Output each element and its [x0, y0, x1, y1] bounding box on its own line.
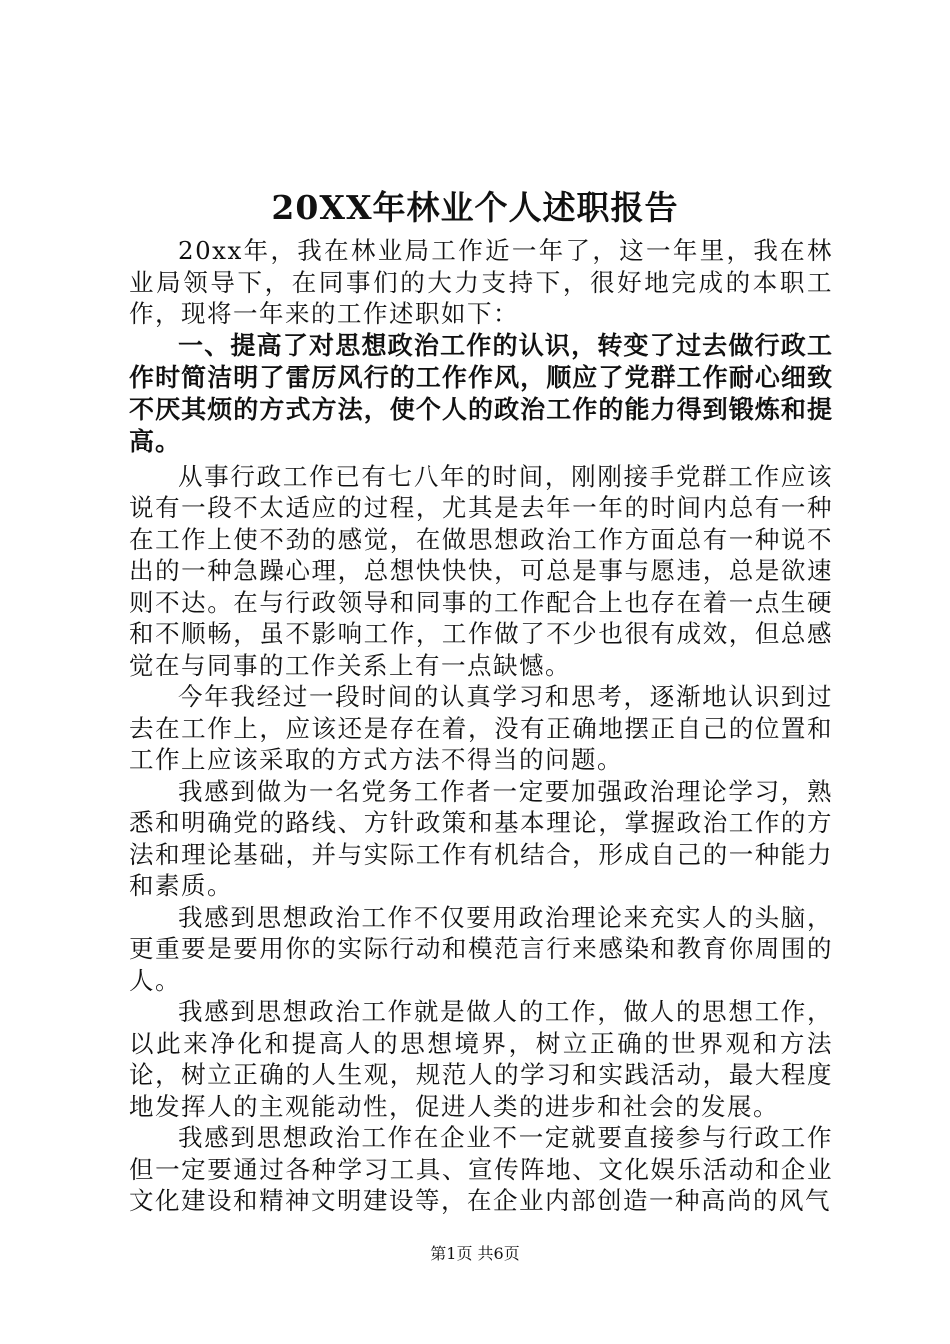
paragraph: 我感到思想政治工作在企业不一定就要直接参与行政工作但一定要通过各种学习工具、宣传阵地、文化娱乐活动和企业文化建设和精神文明建设等，在企业内部创造一种高尚的风气 [129, 1123, 833, 1215]
paragraph: 我感到思想政治工作就是做人的工作，做人的思想工作，以此来净化和提高人的思想境界，树立正确的世界观和方法论，树立正确的人生观，规范人的学习和实践活动，最大程度地发挥人的主观能动性，促进人类的进步和社会的发展。 [129, 997, 833, 1121]
page-number-footer: 第1页 共6页 [430, 1244, 520, 1263]
section-heading-1: 一、提高了对思想政治工作的认识，转变了过去做行政工作时简洁明了雷厉风行的工作作风，顺应了党群工作耐心细致不厌其烦的方式方法，使个人的政治工作的能力得到锻炼和提高。 [129, 330, 833, 456]
paragraph: 从事行政工作已有七八年的时间，刚刚接手党群工作应该说有一段不太适应的过程，尤其是去年一年的时间内总有一种在工作上使不劲的感觉，在做思想政治工作方面总有一种说不出的一种急躁心理，总想快快快，可总是事与愿违，总是欲速则不达。在与行政领导和同事的工作配合上也存在着一点生硬和不顺畅，虽不影响工作，工作做了不少也很有成效，但总感觉在与同事的工作关系上有一点缺憾。 [129, 461, 833, 680]
document-body [129, 235, 833, 1217]
paragraph: 今年我经过一段时间的认真学习和思考，逐渐地认识到过去在工作上，应该还是存在着，没有正确地摆正自己的位置和工作上应该采取的方式方法不得当的问题。 [129, 682, 833, 774]
document-title: 20XX年林业个人述职报告 [271, 188, 679, 227]
paragraph-intro: 20xx年，我在林业局工作近一年了，这一年里，我在林业局领导下，在同事们的大力支持下，很好地完成的本职工作，现将一年来的工作述职如下： [129, 236, 833, 328]
paragraph: 我感到思想政治工作不仅要用政治理论来充实人的头脑，更重要是要用你的实际行动和模范言行来感染和教育你周围的人。 [129, 902, 833, 995]
paragraph: 我感到做为一名党务工作者一定要加强政治理论学习，熟悉和明确党的路线、方针政策和基本理论，掌握政治工作的方法和理论基础，并与实际工作有机结合，形成自己的一种能力和素质。 [129, 776, 833, 900]
